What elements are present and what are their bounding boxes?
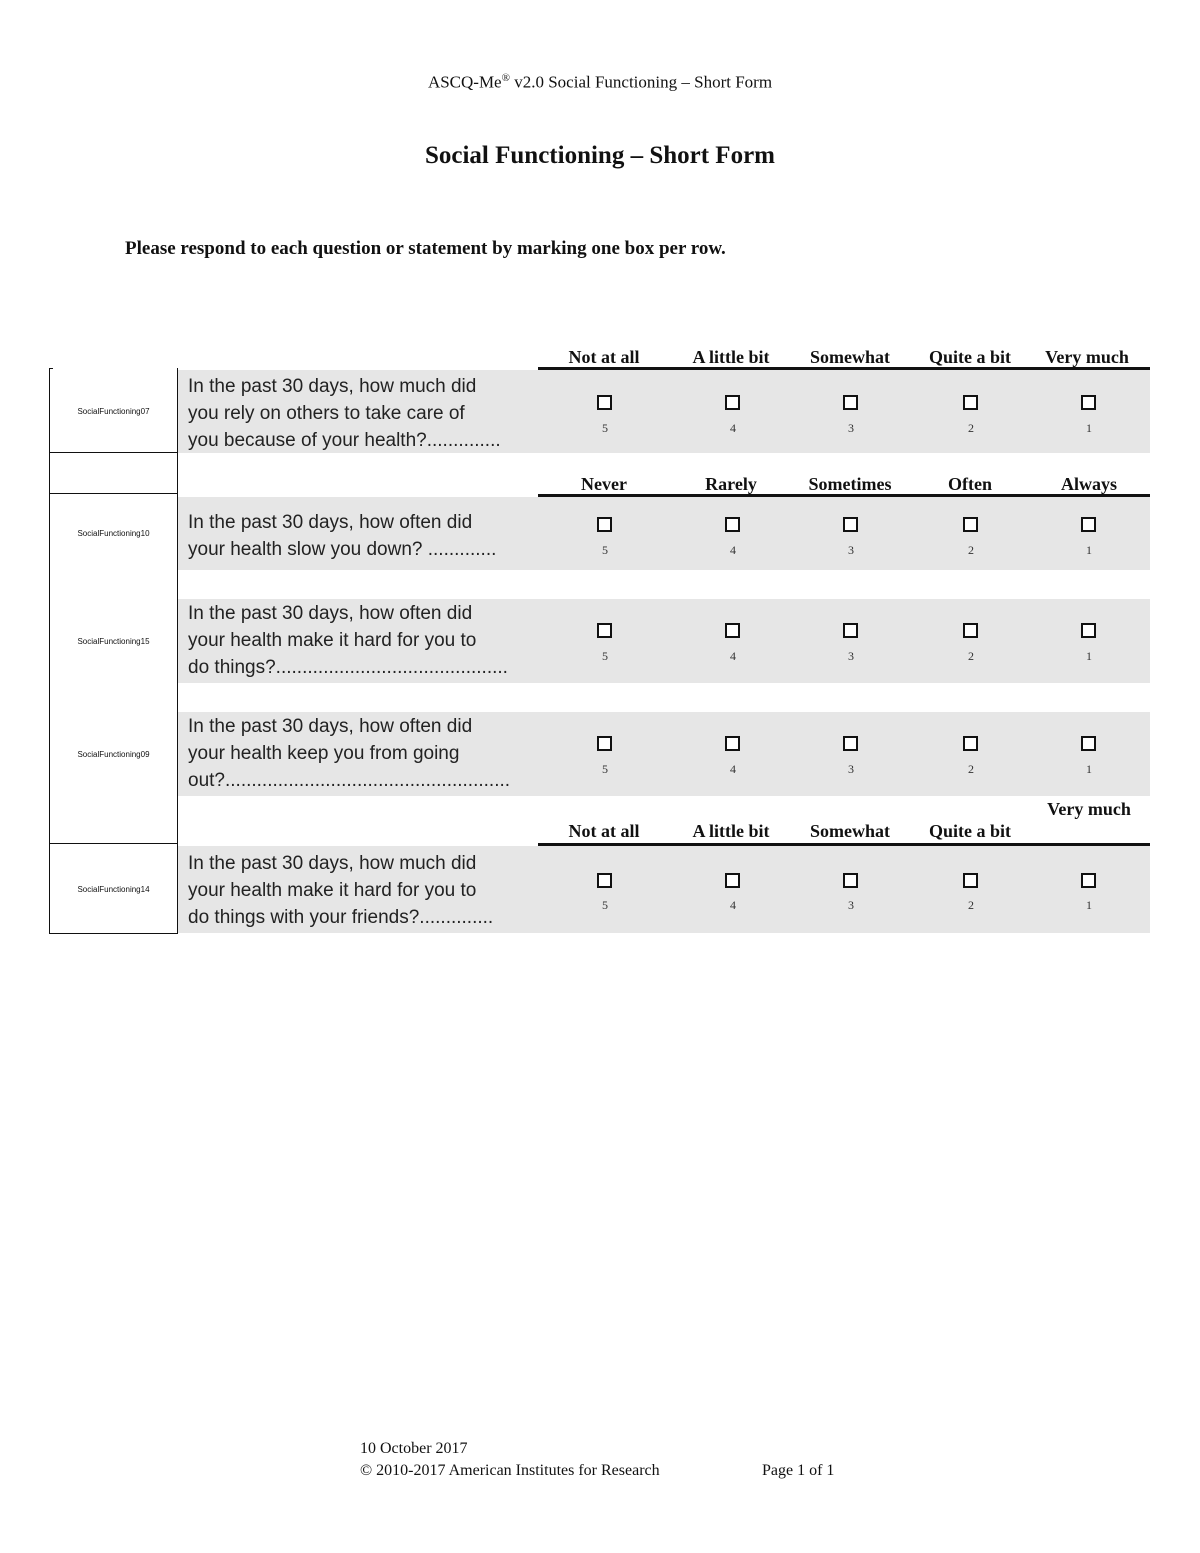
response-checkbox[interactable] <box>1081 517 1096 532</box>
scale-header: Very much <box>1045 347 1129 367</box>
response-value: 1 <box>1086 898 1092 912</box>
response-checkbox[interactable] <box>597 395 612 410</box>
running-header-post: v2.0 Social Functioning – Short Form <box>509 72 773 92</box>
question-line: you rely on others to take care of <box>188 403 465 424</box>
scale-header: Not at all <box>568 347 640 367</box>
response-checkbox[interactable] <box>1081 395 1096 410</box>
response-checkbox[interactable] <box>963 736 978 751</box>
question-line: In the past 30 days, how often did <box>188 512 473 533</box>
question-text <box>188 600 540 681</box>
response-value: 3 <box>848 649 854 663</box>
question-text <box>188 713 540 794</box>
response-checkbox[interactable] <box>843 623 858 638</box>
question-id: SocialFunctioning09 <box>77 749 150 759</box>
response-checkbox[interactable] <box>597 873 612 888</box>
scale-header: A little bit <box>692 821 770 841</box>
response-checkbox[interactable] <box>725 517 740 532</box>
question-line: you because of your health?.............. <box>188 430 501 451</box>
response-value: 1 <box>1086 543 1092 557</box>
response-value: 2 <box>968 762 974 776</box>
response-checkbox[interactable] <box>963 517 978 532</box>
response-value: 1 <box>1086 649 1092 663</box>
id-column-divider <box>49 843 178 844</box>
response-checkbox[interactable] <box>843 736 858 751</box>
response-checkbox[interactable] <box>843 517 858 532</box>
question-line: out?...................................................... <box>188 770 511 791</box>
response-value: 3 <box>848 898 854 912</box>
response-checkbox[interactable] <box>725 736 740 751</box>
response-checkbox[interactable] <box>843 395 858 410</box>
running-header-pre: ASCQ-Me <box>427 72 502 92</box>
scale-header: A little bit <box>692 347 770 367</box>
question-line: In the past 30 days, how often did <box>188 603 473 624</box>
running-header <box>0 72 1200 93</box>
response-value: 5 <box>602 649 608 663</box>
question-text <box>188 850 540 931</box>
footer-date: 10 October 2017 <box>360 1440 468 1457</box>
response-checkbox[interactable] <box>963 873 978 888</box>
scale-header-rule <box>538 367 1150 370</box>
scale-header: Always <box>1060 474 1117 494</box>
question-line: do things?............................................ <box>188 657 508 678</box>
scale-header-rule <box>538 843 1150 846</box>
scale-header: Not at all <box>568 821 640 841</box>
response-value: 4 <box>730 762 736 776</box>
question-text <box>188 373 540 454</box>
response-checkbox[interactable] <box>725 873 740 888</box>
response-checkbox[interactable] <box>963 623 978 638</box>
scale-header: Very much <box>1047 799 1131 819</box>
response-checkbox[interactable] <box>725 623 740 638</box>
scale-header: Quite a bit <box>928 821 1011 841</box>
response-value: 2 <box>968 898 974 912</box>
response-checkbox[interactable] <box>963 395 978 410</box>
scale-header: Quite a bit <box>928 347 1011 367</box>
id-column-divider <box>49 493 178 494</box>
response-value: 1 <box>1086 421 1092 435</box>
response-checkbox[interactable] <box>597 736 612 751</box>
id-column-bottom-border <box>49 933 178 934</box>
response-value: 5 <box>602 421 608 435</box>
response-value: 2 <box>968 421 974 435</box>
response-checkbox[interactable] <box>725 395 740 410</box>
instructions: Please respond to each question or statement by marking one box per row. <box>125 238 726 259</box>
footer-page-number: Page 1 of 1 <box>762 1462 835 1479</box>
response-checkbox[interactable] <box>597 517 612 532</box>
response-value: 4 <box>730 649 736 663</box>
response-value: 4 <box>730 898 736 912</box>
response-value: 5 <box>602 898 608 912</box>
scale-header-rule <box>538 494 1150 497</box>
question-line: your health slow you down? ............. <box>188 539 497 560</box>
question-line: your health make it hard for you to <box>188 630 477 651</box>
response-value: 4 <box>730 543 736 557</box>
question-line: your health keep you from going <box>188 743 460 764</box>
response-checkbox[interactable] <box>1081 736 1096 751</box>
response-value: 5 <box>602 762 608 776</box>
response-value: 1 <box>1086 762 1092 776</box>
question-id: SocialFunctioning07 <box>77 407 150 416</box>
response-value: 3 <box>848 421 854 435</box>
response-value: 5 <box>602 543 608 557</box>
question-line: do things with your friends?.............. <box>188 907 494 928</box>
question-id: SocialFunctioning14 <box>77 885 150 894</box>
response-value: 3 <box>848 762 854 776</box>
page-title: Social Functioning – Short Form <box>424 142 775 169</box>
response-checkbox[interactable] <box>597 623 612 638</box>
response-value: 2 <box>968 649 974 663</box>
id-column-top-tick <box>49 368 53 369</box>
question-id: SocialFunctioning10 <box>77 529 150 538</box>
question-line: your health make it hard for you to <box>188 880 477 901</box>
footer-copyright: © 2010-2017 American Institutes for Research <box>360 1462 660 1479</box>
scale-header: Rarely <box>705 474 757 494</box>
question-id: SocialFunctioning15 <box>77 636 150 646</box>
response-value: 4 <box>730 421 736 435</box>
scale-header: Never <box>581 474 627 494</box>
question-text <box>188 509 540 563</box>
scale-header: Somewhat <box>810 821 890 841</box>
scale-header: Sometimes <box>808 474 892 494</box>
question-line: In the past 30 days, how often did <box>188 716 473 737</box>
response-checkbox[interactable] <box>843 873 858 888</box>
question-line: In the past 30 days, how much did <box>188 376 477 397</box>
response-checkbox[interactable] <box>1081 873 1096 888</box>
scale-header: Often <box>948 474 992 494</box>
response-value: 2 <box>968 543 974 557</box>
response-value: 3 <box>848 543 854 557</box>
question-line: In the past 30 days, how much did <box>188 853 477 874</box>
scale-header: Somewhat <box>810 347 890 367</box>
response-checkbox[interactable] <box>1081 623 1096 638</box>
registered-mark: ® <box>501 72 510 84</box>
